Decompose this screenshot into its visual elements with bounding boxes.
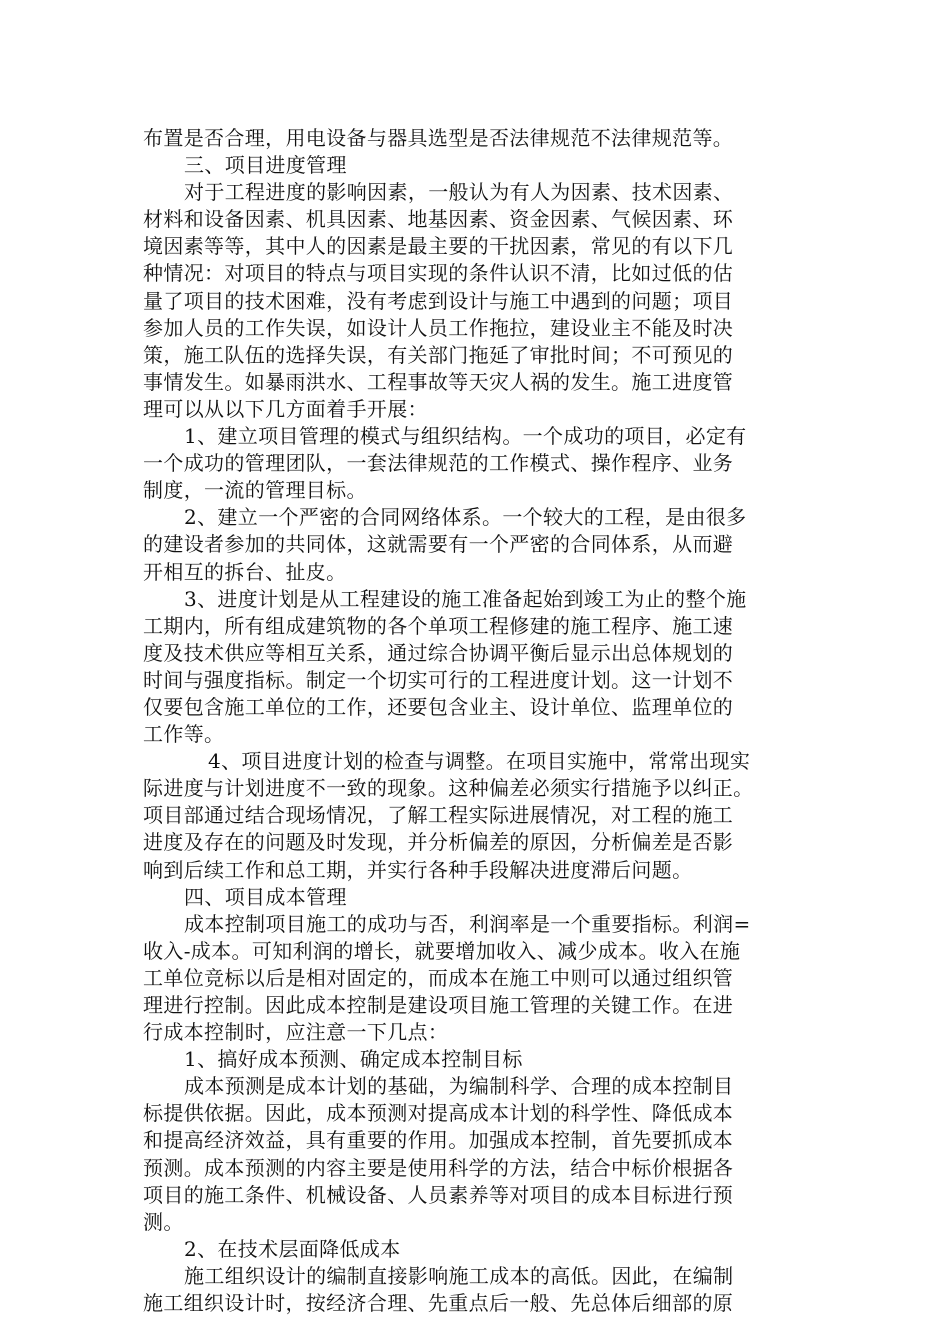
text-line: 度及技术供应等相互关系，通过综合协调平衡后显示出总体规划的 [143,640,734,665]
text-line: 2、建立一个严密的合同网络体系。一个较大的工程，是由很多 [184,505,747,530]
text-line: 收入-成本。可知利润的增长，就要增加收入、减少成本。收入在施 [143,938,741,963]
text-line: 成本预测是成本计划的基础，为编制科学、合理的成本控制目 [184,1074,734,1099]
text-line: 材料和设备因素、机具因素、地基因素、资金因素、气候因素、环 [143,207,734,232]
text-line: 成本控制项目施工的成功与否，利润率是一个重要指标。利润= [184,911,751,936]
text-line: 仅要包含施工单位的工作，还要包含业主、设计单位、监理单位的 [143,694,734,719]
text-line: 种情况：对项目的特点与项目实现的条件认识不清，比如过低的估 [143,261,734,286]
text-line: 施工组织设计的编制直接影响施工成本的高低。因此，在编制 [184,1263,734,1288]
text-line: 3、进度计划是从工程建设的施工准备起始到竣工为止的整个施 [184,586,747,611]
text-line: 进度及存在的问题及时发现，并分析偏差的原因，分析偏差是否影 [143,830,734,855]
text-line: 测。 [143,1209,184,1234]
text-line: 量了项目的技术困难，没有考虑到设计与施工中遇到的问题；项目 [143,288,734,313]
text-line: 4、项目进度计划的检查与调整。在项目实施中，常常出现实 [208,749,751,774]
text-line: 对于工程进度的影响因素，一般认为有人为因素、技术因素、 [184,180,734,205]
text-line: 事情发生。如暴雨洪水、工程事故等天灾人祸的发生。施工进度管 [143,369,734,394]
text-line: 1、搞好成本预测、确定成本控制目标 [184,1047,523,1072]
text-line: 行成本控制时，应注意一下几点： [143,1020,449,1045]
text-line: 制度，一流的管理目标。 [143,478,367,503]
text-line: 境因素等等，其中人的因素是最主要的干扰因素，常见的有以下几 [143,234,734,259]
text-line: 际进度与计划进度不一致的现象。这种偏差必须实行措施予以纠正。 [143,776,754,801]
text-line: 时间与强度指标。制定一个切实可行的工程进度计划。这一计划不 [143,667,734,692]
document-page [143,125,807,1317]
text-line: 开相互的拆台、扯皮。 [143,559,347,584]
text-line: 理可以从以下几方面着手开展： [143,396,428,421]
text-line: 工单位竞标以后是相对固定的，而成本在施工中则可以通过组织管 [143,965,734,990]
text-line: 布置是否合理，用电设备与器具选型是否法律规范不法律规范等。 [143,126,734,150]
text-line: 施工组织设计时，按经济合理、先重点后一般、先总体后细部的原 [143,1291,734,1316]
text-line: 一个成功的管理团队，一套法律规范的工作模式、操作程序、业务 [143,451,734,476]
text-line: 和提高经济效益，具有重要的作用。加强成本控制，首先要抓成本 [143,1128,734,1153]
text-line: 策，施工队伍的选择失误，有关部门拖延了审批时间；不可预见的 [143,342,734,367]
text-line: 工期内，所有组成建筑物的各个单项工程修建的施工程序、施工速 [143,613,734,638]
text-line: 1、建立项目管理的模式与组织结构。一个成功的项目，必定有 [184,424,747,449]
text-line: 预测。成本预测的内容主要是使用科学的方法，结合中标价根据各 [143,1155,734,1180]
text-line: 项目的施工条件、机械设备、人员素养等对项目的成本目标进行预 [143,1182,734,1207]
text-line: 标提供依据。因此，成本预测对提高成本计划的科学性、降低成本 [143,1101,734,1126]
text-line: 响到后续工作和总工期，并实行各种手段解决进度滞后问题。 [143,857,693,882]
text-line: 三、项目进度管理 [184,153,347,178]
text-line: 理进行控制。因此成本控制是建设项目施工管理的关键工作。在进 [143,993,734,1017]
text-line: 四、项目成本管理 [184,884,347,909]
text-line: 2、在技术层面降低成本 [184,1236,401,1261]
text-line: 项目部通过结合现场情况，了解工程实际进展情况，对工程的施工 [143,803,734,828]
text-line: 的建设者参加的共同体，这就需要有一个严密的合同体系，从而避 [143,532,734,557]
text-line: 工作等。 [143,722,225,747]
text-line: 参加人员的工作失误，如设计人员工作拖拉，建设业主不能及时决 [143,315,734,340]
